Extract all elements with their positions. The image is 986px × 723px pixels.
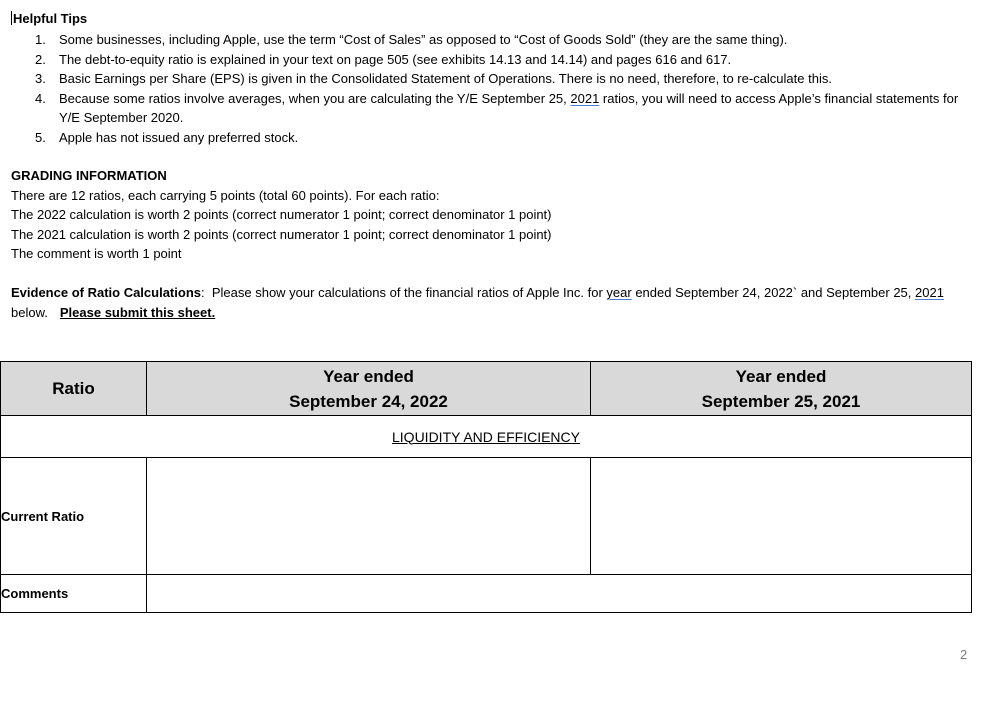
grading-line: The 2022 calculation is worth 2 points (correct numerator 1 point; correct denominator 1 point) (11, 207, 552, 222)
tip-item: 3. Basic Earnings per Share (EPS) is given in the Consolidated Statement of Operations. There is no need, therefore, to re-calculate this. (35, 71, 832, 86)
grading-line: The comment is worth 1 point (11, 246, 182, 261)
section-title: LIQUIDITY AND EFFICIENCY (1, 416, 972, 458)
comments-label: Comments (1, 575, 147, 613)
page-number: 2 (960, 647, 968, 662)
ratio-column-header: Ratio (1, 362, 147, 416)
grading-line: The 2021 calculation is worth 2 points (correct numerator 1 point; correct denominator 1 point) (11, 226, 552, 242)
current-ratio-2021-cell[interactable] (591, 458, 972, 575)
table-header-row (1, 362, 972, 416)
table-row (1, 575, 972, 613)
tip-item: 5. Apple has not issued any preferred stock. (35, 129, 299, 145)
tip-item: 2. The debt-to-equity ratio is explained in your text on page 505 (see exhibits 14.13 and 14.14) and pages 616 and 617. (35, 51, 732, 67)
spellcheck-flag[interactable]: 2021 (570, 90, 600, 106)
year-2022-column-header: Year ended September 24, 2022 (147, 362, 591, 416)
grading-information (11, 166, 552, 264)
grading-line: There are 12 ratios, each carrying 5 points (total 60 points). For each ratio: (11, 187, 440, 203)
helpful-tips-list (11, 30, 976, 147)
spellcheck-flag[interactable]: year (606, 285, 632, 300)
current-ratio-2022-cell[interactable] (147, 458, 591, 575)
current-ratio-label: Current Ratio (1, 458, 147, 575)
comments-cell[interactable] (147, 575, 972, 613)
spellcheck-flag[interactable]: 2021 (915, 285, 944, 300)
text-cursor (11, 11, 12, 25)
tip-item: 1. Some businesses, including Apple, use the term “Cost of Sales” as opposed to “Cost of Goods Sold” (they are the same thing). (35, 32, 788, 47)
ratio-table (0, 361, 972, 613)
evidence-instructions: Evidence of Ratio Calculations: Please show your calculations of the financial ratios of Apple Inc. for year ended September 24, 2022` and September 25, 2021 below. Please submit this sheet. (11, 285, 944, 320)
helpful-tips-heading: Helpful Tips (13, 11, 88, 26)
tip-item: 4. Because some ratios involve averages, when you are calculating the Y/E September 25, 2021 ratios, you will need to access Apple’s financial statements for Y/E September 2020. (35, 90, 959, 125)
section-row (1, 416, 972, 458)
table-row (1, 458, 972, 575)
grading-heading: GRADING INFORMATION (11, 168, 167, 183)
year-2021-column-header: Year ended September 25, 2021 (591, 362, 972, 416)
submit-note: Please submit this sheet. (59, 304, 216, 320)
